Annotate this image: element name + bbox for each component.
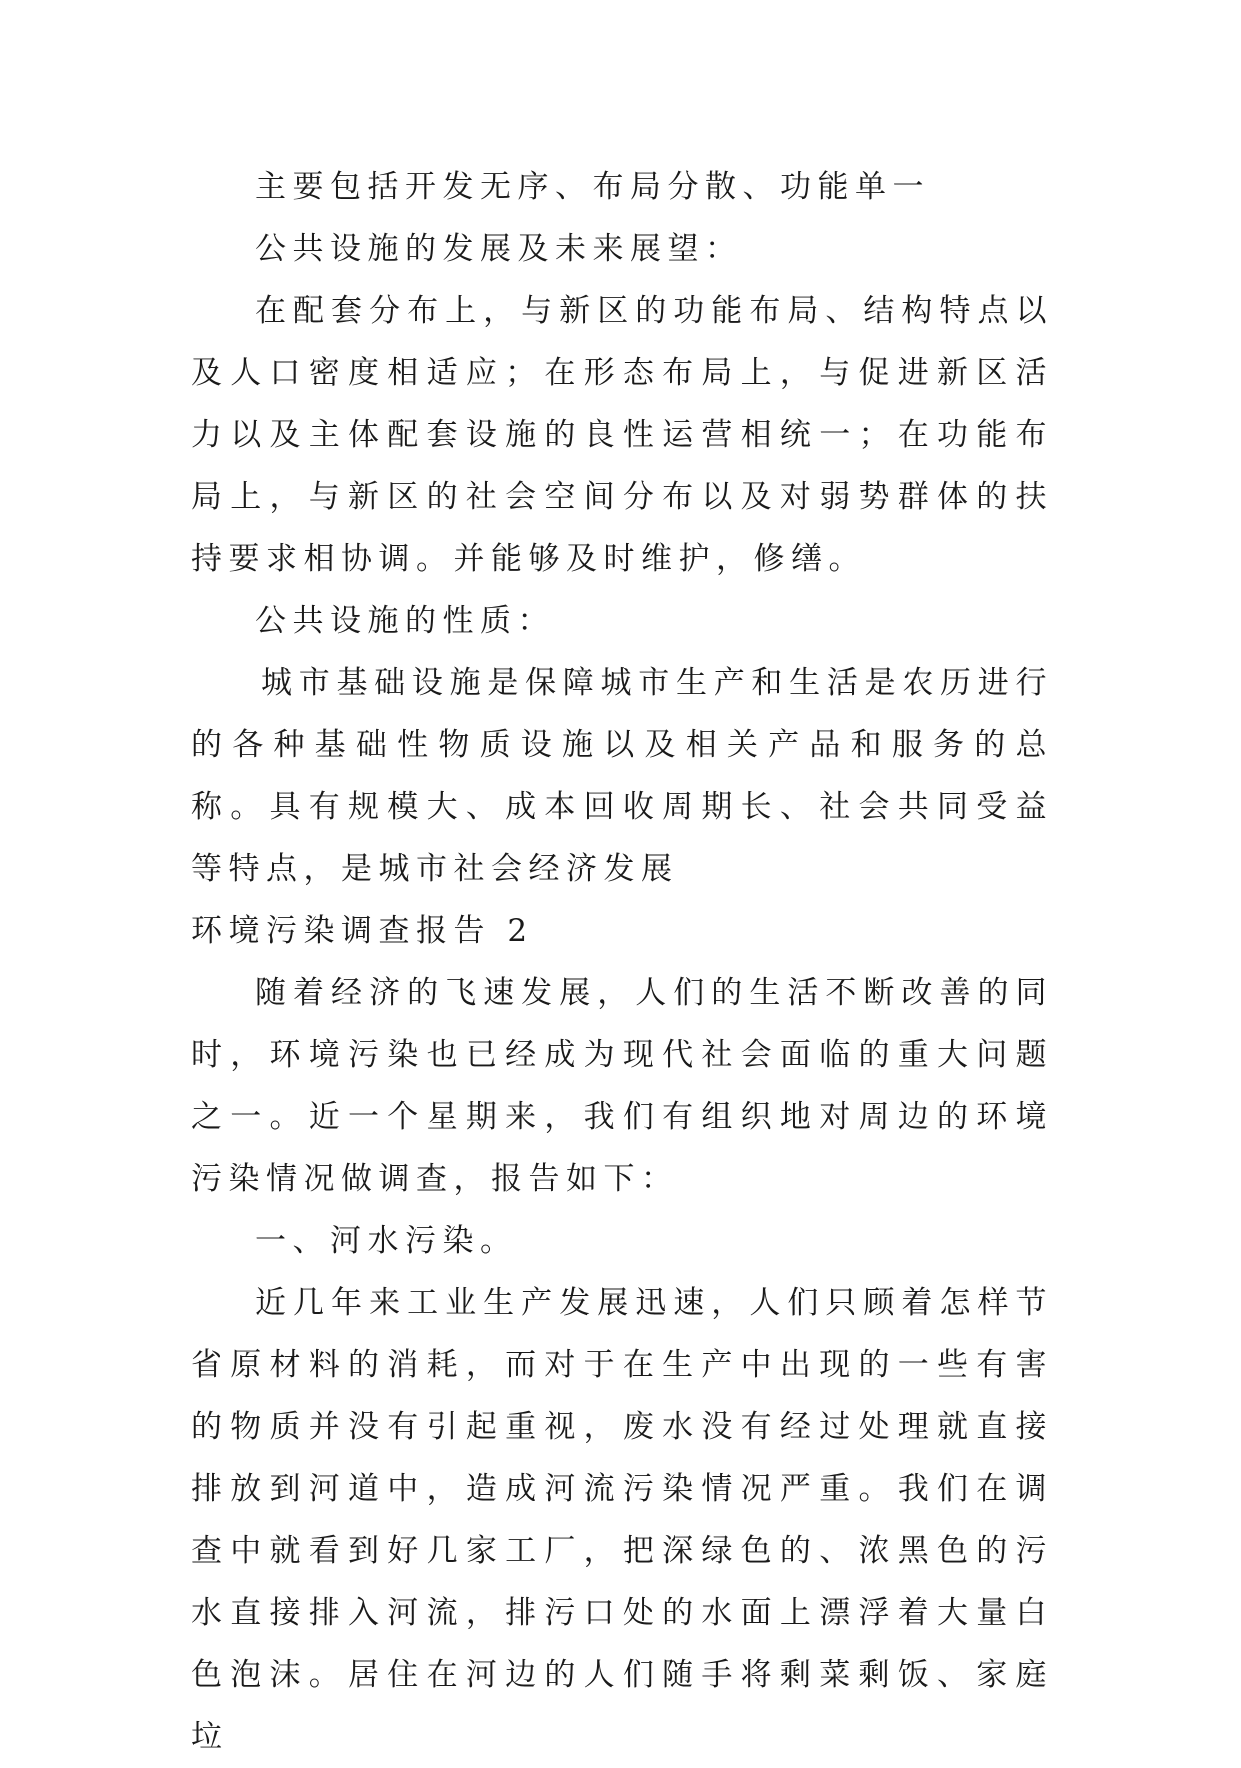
paragraph-facility-problems: 主要包括开发无序、布局分散、功能单一 [255, 169, 930, 205]
paragraph-river-pollution-heading: 一、河水污染。 [255, 1223, 518, 1259]
section-title: 环境污染调查报告 2 [191, 913, 534, 949]
paragraph-facility-outlook-heading: 公共设施的发展及未来展望： [255, 231, 743, 267]
paragraph-facility-layout: 在配套分布上，与新区的功能布局、结构特点以及人口密度相适应；在形态布局上，与促进新区活力以及主体配套设施的良性运营相统一；在功能布局上，与新区的社会空间分布以及对弱势群体的扶持要求相协调。并能够及时维护，修缮。 [191, 293, 1053, 577]
document-body [191, 156, 1053, 1768]
paragraph-infrastructure-definition: 城市基础设施是保障城市生产和生活是农历进行的各种基础性物质设施以及相关产品和服务的总称。具有规模大、成本回收周期长、社会共同受益等特点，是城市社会经济发展 [191, 665, 1053, 887]
paragraph-report-intro: 随着经济的飞速发展，人们的生活不断改善的同时，环境污染也已经成为现代社会面临的重大问题之一。近一个星期来，我们有组织地对周边的环境污染情况做调查，报告如下： [191, 975, 1053, 1197]
paragraph-river-pollution-details: 近几年来工业生产发展迅速，人们只顾着怎样节省原材料的消耗，而对于在生产中出现的一些有害的物质并没有引起重视，废水没有经过处理就直接排放到河道中，造成河流污染情况严重。我们在调查中就看到好几家工厂，把深绿色的、浓黑色的污水直接排入河流，排污口处的水面上漂浮着大量白色泡沫。居住在河边的人们随手将剩菜剩饭、家庭垃 [191, 1285, 1053, 1755]
paragraph-facility-nature-heading: 公共设施的性质： [255, 603, 555, 639]
